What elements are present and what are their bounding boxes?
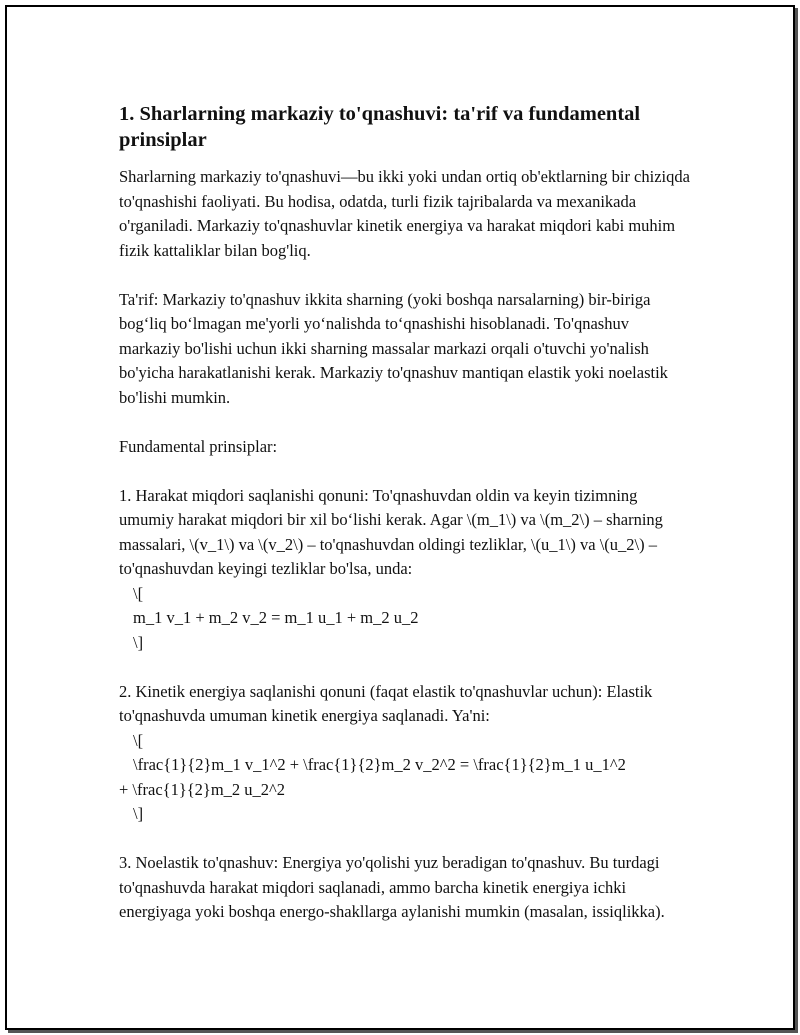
definition-paragraph: Ta'rif: Markaziy to'qnashuv ikkita sharning (yoki boshqa narsalarning) bir-biriga bog‘liq bo‘lmagan me'yorli yo‘nalishda to‘qnashishi hisoblanadi. To'qnashuv markaziy bo'lishi uchun ikki sharning massalar markazi orqali o'tuvchi yo'nalish bo'yicha harakatlanishi kerak. Markaziy to'qnashuv mantiqan elastik yoki noelastik bo'lishi mumkin. — [119, 289, 668, 407]
formula-1-open: \[ — [133, 583, 144, 603]
formula-1: m_1 v_1 + m_2 v_2 = m_1 u_1 + m_2 u_2 — [133, 608, 419, 627]
principle-2-text: 2. Kinetik energiya saqlanishi qonuni (faqat elastik to'qnashuvlar uchun): Elastik to'qnashuvda umuman kinetik energiya saqlanadi. Ya'ni: — [119, 681, 653, 725]
formula-2-open: \[ — [133, 730, 144, 750]
principles-heading: Fundamental prinsiplar: — [119, 436, 278, 456]
formula-2-line2: + \frac{1}{2}m_2 u_2^2 — [119, 779, 286, 799]
principle-3: 3. Noelastik to'qnashuv: Energiya yo'qolishi yuz beradigan to'qnashuv. Bu turdagi to'qnashuvda harakat miqdori saqlanadi, ammo barcha kinetik energiya ichki energiyaga yoki boshqa energo-shakllarga aylanishi mumkin (masalan, issiqlikka). — [119, 853, 665, 921]
intro-paragraph: Sharlarning markaziy to'qnashuvi—bu ikki yoki undan ortiq ob'ektlarning bir chiziqda to'qnashishi faoliyati. Bu hodisa, odatda, turli fizik tajribalarda va mexanikada o'rganiladi. Markaziy to'qnashuvlar kinetik energiya va harakat miqdori kabi muhim fizik kattaliklar bilan bog'liq. — [119, 167, 690, 260]
formula-1-close: \] — [133, 632, 144, 652]
formula-2-close: \] — [133, 804, 144, 823]
principle-2 — [119, 680, 694, 827]
page-frame — [5, 5, 795, 1030]
formula-2-line1: \frac{1}{2}m_1 v_1^2 + \frac{1}{2}m_2 v_2^2 = \frac{1}{2}m_1 u_1^2 — [133, 755, 626, 774]
section-title: 1. Sharlarning markaziy to'qnashuvi: ta'rif va fundamental prinsiplar — [119, 103, 641, 151]
principle-1 — [119, 484, 694, 656]
document-body — [119, 99, 694, 949]
principle-1-text: 1. Harakat miqdori saqlanishi qonuni: To'qnashuvdan oldin va keyin tizimning umumiy harakat miqdori bir xil bo‘lishi kerak. Agar \(m_1\) va \(m_2\) – sharning massalari, \(v_1\) va \(v_2\) – to'qnashuvdan oldingi tezliklar, \(u_1\) va \(u_2\) – to'qnashuvdan keyingi tezliklar bo'lsa, unda: — [119, 485, 663, 578]
